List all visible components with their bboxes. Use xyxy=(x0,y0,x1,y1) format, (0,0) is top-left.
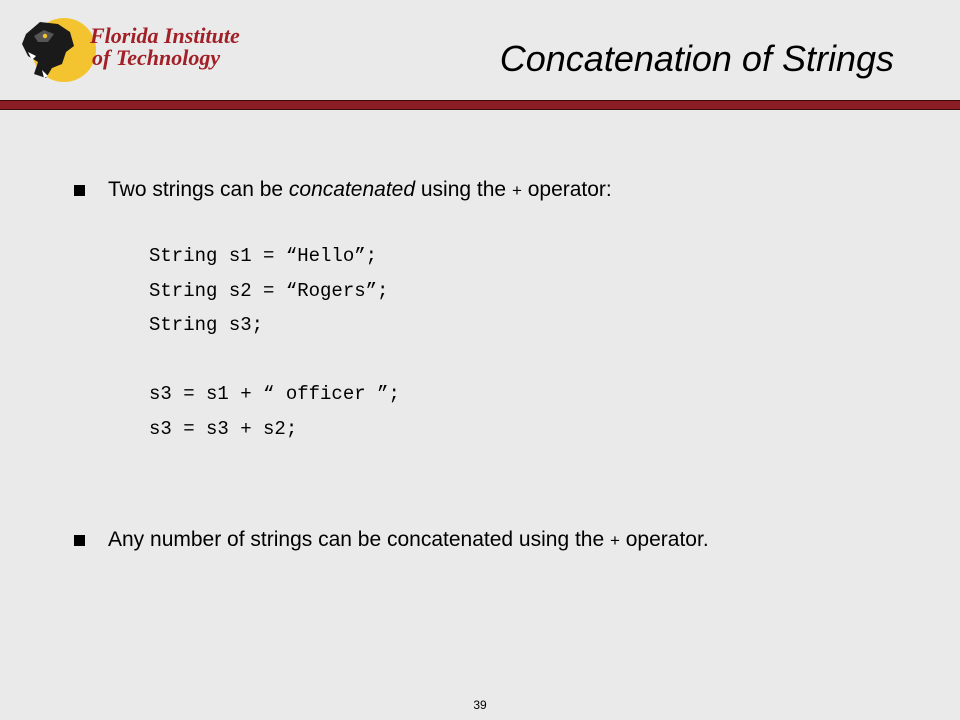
fit-logo xyxy=(18,12,240,84)
bullet-2-post: operator. xyxy=(619,528,709,551)
bullet-2-operator: + xyxy=(609,531,620,550)
bullet-2-pre: Any number of strings can be concatenated using the xyxy=(108,528,610,551)
bullet-1-pre: Two strings can be xyxy=(108,178,289,201)
code-line-4: s3 = s1 + “ officer ”; xyxy=(149,383,400,405)
bullet-marker-1 xyxy=(74,185,85,196)
title-divider xyxy=(0,100,960,110)
bullet-text-1 xyxy=(108,178,612,202)
code-line-2: String s2 = “Rogers”; xyxy=(149,280,389,302)
slide-title: Concatenation of Strings xyxy=(499,38,894,79)
page-number: 39 xyxy=(473,698,487,712)
bullet-marker-2 xyxy=(74,535,85,546)
bullet-1-operator: + xyxy=(511,181,522,200)
bullet-1-emphasis: concatenated xyxy=(288,178,416,201)
logo-line1: Florida Institute xyxy=(90,23,240,48)
bullet-1-mid: using the xyxy=(415,178,512,201)
bullet-1-post: operator: xyxy=(521,178,612,201)
bullet-text-2 xyxy=(108,528,709,552)
code-line-1: String s1 = “Hello”; xyxy=(149,245,378,267)
code-line-3: String s3; xyxy=(149,314,264,336)
logo-line2: of Technology xyxy=(92,45,221,70)
panther-logo-graphic xyxy=(18,12,240,84)
code-line-5: s3 = s3 + s2; xyxy=(149,418,298,440)
